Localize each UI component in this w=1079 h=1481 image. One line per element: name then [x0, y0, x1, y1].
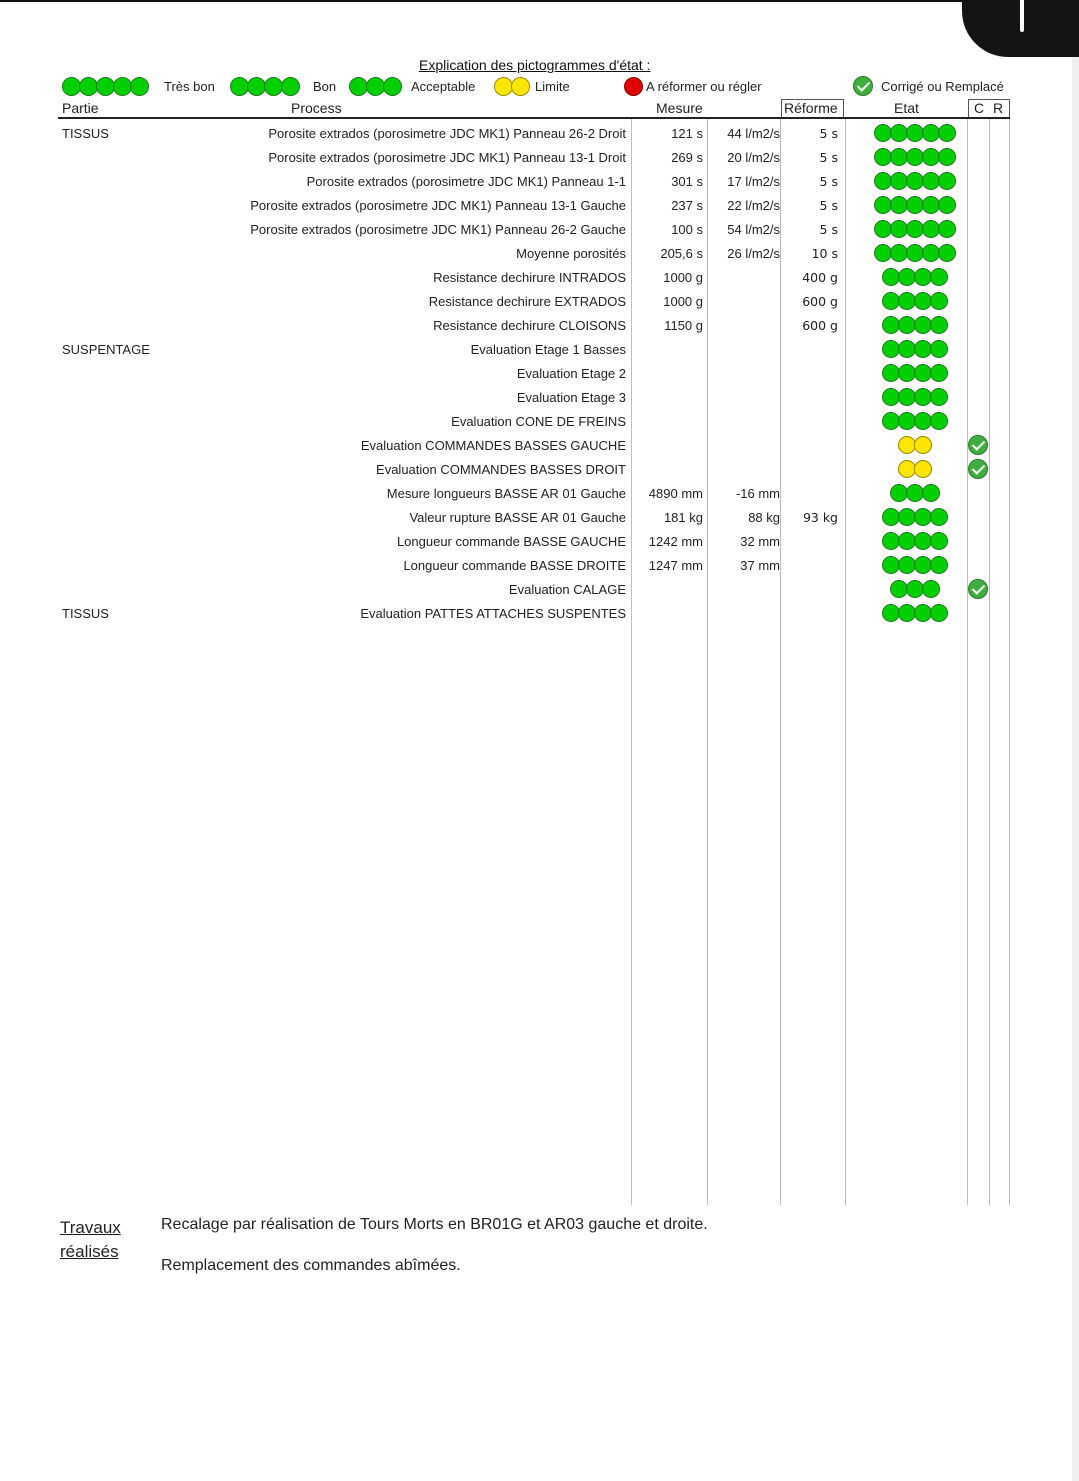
- mesure-cell: 301 s: [671, 174, 703, 189]
- legend-check: [853, 76, 873, 96]
- table-row: [0, 313, 1079, 337]
- etat-indicator: [864, 532, 964, 550]
- legend-dots-bon: [230, 76, 298, 96]
- table-row: [0, 409, 1079, 433]
- table-row: [0, 433, 1079, 457]
- mesure-cell: 4890 mm: [648, 486, 703, 501]
- process-cell: Evaluation CALAGE: [508, 582, 626, 597]
- process-cell: Evaluation CONE DE FREINS: [451, 414, 626, 429]
- process-cell: Resistance dechirure INTRADOS: [433, 270, 626, 285]
- reforme-cell: 400 g: [802, 270, 838, 285]
- travaux-line: Recalage par réalisation de Tours Morts en BR01G et AR03 gauche et droite.: [161, 1216, 708, 1233]
- etat-indicator: [864, 460, 964, 478]
- column-header-reforme: Réforme: [784, 100, 838, 116]
- table-row: [0, 601, 1079, 625]
- status-dot-icon: [130, 77, 149, 96]
- process-cell: Evaluation COMMANDES BASSES DROIT: [376, 462, 626, 477]
- mesure-cell: 1000 g: [663, 270, 703, 285]
- status-dot-icon: [383, 77, 402, 96]
- scroll-indicator[interactable]: [1020, 0, 1024, 32]
- legend-label-tres-bon: Très bon: [164, 79, 215, 94]
- process-cell: Resistance dechirure CLOISONS: [433, 318, 626, 333]
- etat-indicator: [864, 124, 964, 142]
- status-dot-icon: [938, 196, 956, 214]
- status-dot-icon: [930, 388, 948, 406]
- etat-indicator: [864, 268, 964, 286]
- travaux-label-line2: réalisés: [60, 1242, 119, 1261]
- process-cell: Longueur commande BASSE GAUCHE: [396, 534, 626, 549]
- status-dot-icon: [930, 292, 948, 310]
- etat-indicator: [864, 436, 964, 454]
- process-cell: Evaluation COMMANDES BASSES GAUCHE: [360, 438, 626, 453]
- process-cell: Mesure longueurs BASSE AR 01 Gauche: [386, 486, 626, 501]
- table-row: [0, 145, 1079, 169]
- etat-indicator: [864, 340, 964, 358]
- reforme-cell: 5 s: [819, 174, 838, 189]
- difference-cell: -16 mm: [735, 486, 780, 501]
- check-circle-icon: [968, 579, 988, 599]
- table-row: [0, 217, 1079, 241]
- table-row: [0, 529, 1079, 553]
- mesure-cell: 205,6 s: [660, 246, 703, 261]
- status-dot-icon: [938, 124, 956, 142]
- legend-label-reformer: A réformer ou régler: [646, 79, 762, 94]
- legend-dots-acceptable: [349, 76, 400, 96]
- etat-indicator: [864, 316, 964, 334]
- table-row: [0, 121, 1079, 145]
- reforme-cell: 5 s: [819, 198, 838, 213]
- partie-cell: TISSUS: [62, 606, 109, 621]
- status-dot-icon: [930, 532, 948, 550]
- legend-label-corrige: Corrigé ou Remplacé: [881, 79, 1004, 94]
- mesure-cell: 1247 mm: [648, 558, 703, 573]
- status-dot-icon: [938, 244, 956, 262]
- column-header-process: Process: [291, 100, 342, 116]
- process-cell: Evaluation Etage 2: [516, 366, 626, 381]
- difference-cell: 88 kg: [748, 510, 780, 525]
- etat-indicator: [864, 412, 964, 430]
- table-row: [0, 289, 1079, 313]
- status-dot-icon: [938, 148, 956, 166]
- etat-indicator: [864, 364, 964, 382]
- mesure-cell: 269 s: [671, 150, 703, 165]
- reforme-cell: 600 g: [802, 294, 838, 309]
- legend-dots-tres-bon: [62, 76, 147, 96]
- status-dot-icon: [281, 77, 300, 96]
- difference-cell: 32 mm: [740, 534, 780, 549]
- etat-indicator: [864, 148, 964, 166]
- status-dot-icon: [922, 580, 940, 598]
- legend: [0, 76, 1079, 96]
- legend-dots-limite: [494, 76, 528, 96]
- header-underline: [58, 117, 1010, 119]
- difference-cell: 22 l/m2/s: [727, 198, 780, 213]
- status-dot-icon: [938, 220, 956, 238]
- status-dot-icon: [914, 436, 932, 454]
- difference-cell: 20 l/m2/s: [727, 150, 780, 165]
- mesure-cell: 181 kg: [663, 510, 703, 525]
- process-cell: Porosite extrados (porosimetre JDC MK1) Panneau 13-1 Gauche: [250, 198, 626, 213]
- partie-cell: TISSUS: [62, 126, 109, 141]
- status-dot-icon: [930, 604, 948, 622]
- mesure-cell: 1000 g: [663, 294, 703, 309]
- status-dot-icon: [930, 508, 948, 526]
- legend-label-bon: Bon: [313, 79, 337, 94]
- table-row: [0, 553, 1079, 577]
- top-border: [0, 0, 1079, 2]
- column-header-partie: Partie: [62, 100, 99, 116]
- difference-cell: 44 l/m2/s: [727, 126, 780, 141]
- etat-indicator: [864, 556, 964, 574]
- etat-indicator: [864, 292, 964, 310]
- table-row: [0, 505, 1079, 529]
- difference-cell: 26 l/m2/s: [727, 246, 780, 261]
- process-cell: Evaluation Etage 3: [516, 390, 626, 405]
- etat-indicator: [864, 604, 964, 622]
- table-row: [0, 361, 1079, 385]
- difference-cell: 54 l/m2/s: [727, 222, 780, 237]
- process-cell: Longueur commande BASSE DROITE: [403, 558, 626, 573]
- travaux-line: Remplacement des commandes abîmées.: [161, 1257, 461, 1274]
- mesure-cell: 121 s: [671, 126, 703, 141]
- etat-indicator: [864, 508, 964, 526]
- table-row: [0, 577, 1079, 601]
- status-dot-icon: [914, 460, 932, 478]
- table-row: [0, 241, 1079, 265]
- table-row: [0, 169, 1079, 193]
- mesure-cell: 1242 mm: [648, 534, 703, 549]
- etat-indicator: [864, 484, 964, 502]
- etat-indicator: [864, 388, 964, 406]
- status-dot-icon: [930, 340, 948, 358]
- mesure-cell: 1150 g: [664, 318, 703, 333]
- etat-indicator: [864, 196, 964, 214]
- process-cell: Resistance dechirure EXTRADOS: [428, 294, 626, 309]
- status-dot-icon: [511, 77, 530, 96]
- table-row: [0, 481, 1079, 505]
- status-dot-icon: [930, 556, 948, 574]
- column-header-r: R: [993, 100, 1004, 116]
- column-header-mesure: Mesure: [656, 100, 703, 116]
- column-header-c: C: [974, 100, 985, 116]
- check-circle-icon: [853, 76, 873, 96]
- table-row: [0, 193, 1079, 217]
- table-row: [0, 337, 1079, 361]
- legend-title: Explication des pictogrammes d'état :: [419, 57, 651, 73]
- process-cell: Evaluation PATTES ATTACHES SUSPENTES: [360, 606, 626, 621]
- etat-indicator: [864, 580, 964, 598]
- mesure-cell: 100 s: [671, 222, 703, 237]
- partie-cell: SUSPENTAGE: [62, 342, 150, 357]
- reforme-cell: 10 s: [811, 246, 838, 261]
- status-dot-icon: [922, 484, 940, 502]
- table-row: [0, 385, 1079, 409]
- table-row: [0, 265, 1079, 289]
- difference-cell: 37 mm: [740, 558, 780, 573]
- process-cell: Porosite extrados (porosimetre JDC MK1) Panneau 26-2 Gauche: [250, 222, 626, 237]
- travaux-label: [60, 1216, 121, 1264]
- etat-indicator: [864, 220, 964, 238]
- check-circle-icon: [968, 435, 988, 455]
- etat-indicator: [864, 172, 964, 190]
- legend-dots-reformer: [624, 76, 641, 96]
- process-cell: Porosite extrados (porosimetre JDC MK1) Panneau 13-1 Droit: [268, 150, 626, 165]
- travaux-label-line1: Travaux: [60, 1218, 121, 1237]
- status-dot-icon: [930, 412, 948, 430]
- process-cell: Moyenne porosités: [516, 246, 626, 261]
- difference-cell: 17 l/m2/s: [727, 174, 780, 189]
- check-circle-icon: [968, 459, 988, 479]
- process-cell: Porosite extrados (porosimetre JDC MK1) Panneau 1-1: [306, 174, 626, 189]
- reforme-cell: 5 s: [819, 222, 838, 237]
- status-dot-icon: [624, 77, 643, 96]
- table-row: [0, 457, 1079, 481]
- legend-label-limite: Limite: [535, 79, 570, 94]
- process-cell: Evaluation Etage 1 Basses: [470, 342, 626, 357]
- process-cell: Valeur rupture BASSE AR 01 Gauche: [409, 510, 626, 525]
- mesure-cell: 237 s: [671, 198, 703, 213]
- status-dot-icon: [930, 316, 948, 334]
- etat-indicator: [864, 244, 964, 262]
- reforme-cell: 5 s: [819, 126, 838, 141]
- status-dot-icon: [930, 268, 948, 286]
- column-header-etat: Etat: [894, 100, 919, 116]
- status-dot-icon: [938, 172, 956, 190]
- reforme-cell: 600 g: [802, 318, 838, 333]
- status-dot-icon: [930, 364, 948, 382]
- reforme-cell: 93 kg: [802, 510, 838, 525]
- legend-label-acceptable: Acceptable: [411, 79, 476, 94]
- process-cell: Porosite extrados (porosimetre JDC MK1) Panneau 26-2 Droit: [268, 126, 626, 141]
- reforme-cell: 5 s: [819, 150, 838, 165]
